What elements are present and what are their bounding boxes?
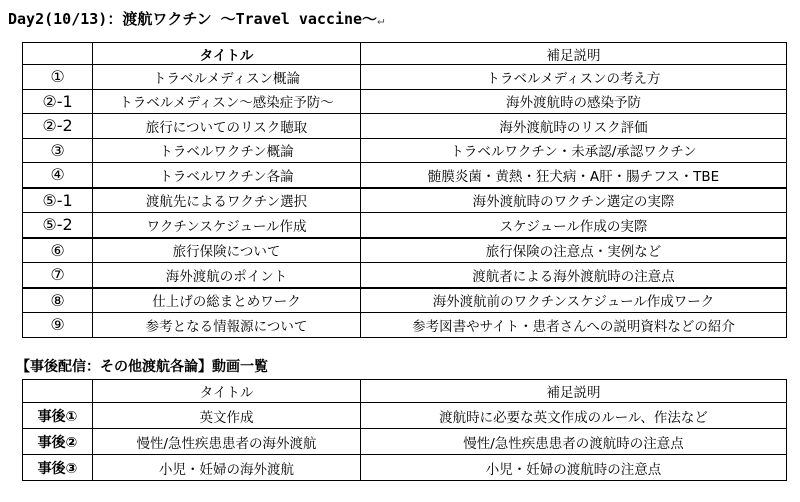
table-row xyxy=(23,455,787,481)
table-row xyxy=(23,114,787,139)
row-title: 旅行についてのリスク聴取 xyxy=(93,114,361,139)
table-row xyxy=(23,163,787,188)
row-title: 慢性/急性疾患患者の海外渡航 xyxy=(93,429,361,455)
row-note: 海外渡航前のワクチンスケジュール作成ワーク xyxy=(361,288,787,313)
schedule-table xyxy=(22,42,787,338)
table-row xyxy=(23,263,787,288)
row-note: 髄膜炎菌・黄熱・狂犬病・A肝・腸チフス・TBE xyxy=(361,163,787,188)
row-num: ⑥ xyxy=(23,238,93,263)
table-row xyxy=(23,89,787,114)
return-mark-icon: ↵ xyxy=(377,13,385,27)
row-title: トラベルメディスン～感染症予防～ xyxy=(93,89,361,114)
row-note: 参考図書やサイト・患者さんへの説明資料などの紹介 xyxy=(361,313,787,338)
table-header-row xyxy=(23,380,787,403)
row-num: ① xyxy=(23,65,93,90)
row-title: 海外渡航のポイント xyxy=(93,263,361,288)
table-row xyxy=(23,213,787,238)
table-row xyxy=(23,238,787,263)
row-note: スケジュール作成の実際 xyxy=(361,213,787,238)
table-row xyxy=(23,188,787,213)
row-num: ⑤-1 xyxy=(23,188,93,213)
row-num: ⑧ xyxy=(23,288,93,313)
row-note: 海外渡航時のリスク評価 xyxy=(361,114,787,139)
row-note: 渡航者による海外渡航時の注意点 xyxy=(361,263,787,288)
section-heading: 【事後配信：その他渡航各論】動画一覧 xyxy=(16,359,268,375)
extra-video-table xyxy=(22,379,787,481)
table-row xyxy=(23,138,787,163)
header-note: 補足説明 xyxy=(361,43,787,65)
page-heading xyxy=(8,8,384,29)
row-title: 仕上げの総まとめワーク xyxy=(93,288,361,313)
row-num: ⑤-2 xyxy=(23,213,93,238)
header-note: 補足説明 xyxy=(361,380,787,403)
row-note: トラベルメディスンの考え方 xyxy=(361,65,787,90)
row-num: ②-1 xyxy=(23,89,93,114)
row-title: ワクチンスケジュール作成 xyxy=(93,213,361,238)
heading-text: Day2(10/13)：渡航ワクチン ～Travel vaccine～ xyxy=(8,10,378,28)
header-title: タイトル xyxy=(93,43,361,65)
table-header-row xyxy=(23,43,787,65)
table-row xyxy=(23,288,787,313)
row-note: 渡航時に必要な英文作成のルール、作法など xyxy=(361,403,787,429)
row-num: ⑨ xyxy=(23,313,93,338)
row-num: 事後① xyxy=(23,403,93,429)
row-title: 英文作成 xyxy=(93,403,361,429)
header-num xyxy=(23,380,93,403)
row-num: ④ xyxy=(23,163,93,188)
row-note: 旅行保険の注意点・実例など xyxy=(361,238,787,263)
table-row xyxy=(23,403,787,429)
row-title: 旅行保険について xyxy=(93,238,361,263)
row-note: 海外渡航時のワクチン選定の実際 xyxy=(361,188,787,213)
row-note: 海外渡航時の感染予防 xyxy=(361,89,787,114)
row-title: トラベルメディスン概論 xyxy=(93,65,361,90)
table-row xyxy=(23,429,787,455)
row-title: 参考となる情報源について xyxy=(93,313,361,338)
row-note: トラベルワクチン・未承認/承認ワクチン xyxy=(361,138,787,163)
table-row xyxy=(23,65,787,90)
row-num: ⑦ xyxy=(23,263,93,288)
header-num xyxy=(23,43,93,65)
row-num: 事後③ xyxy=(23,455,93,481)
row-title: 小児・妊婦の海外渡航 xyxy=(93,455,361,481)
header-title: タイトル xyxy=(93,380,361,403)
table-row xyxy=(23,313,787,338)
row-title: トラベルワクチン各論 xyxy=(93,163,361,188)
row-num: ③ xyxy=(23,138,93,163)
row-title: トラベルワクチン概論 xyxy=(93,138,361,163)
row-num: 事後② xyxy=(23,429,93,455)
row-title: 渡航先によるワクチン選択 xyxy=(93,188,361,213)
row-note: 小児・妊婦の渡航時の注意点 xyxy=(361,455,787,481)
row-num: ②-2 xyxy=(23,114,93,139)
row-note: 慢性/急性疾患患者の渡航時の注意点 xyxy=(361,429,787,455)
